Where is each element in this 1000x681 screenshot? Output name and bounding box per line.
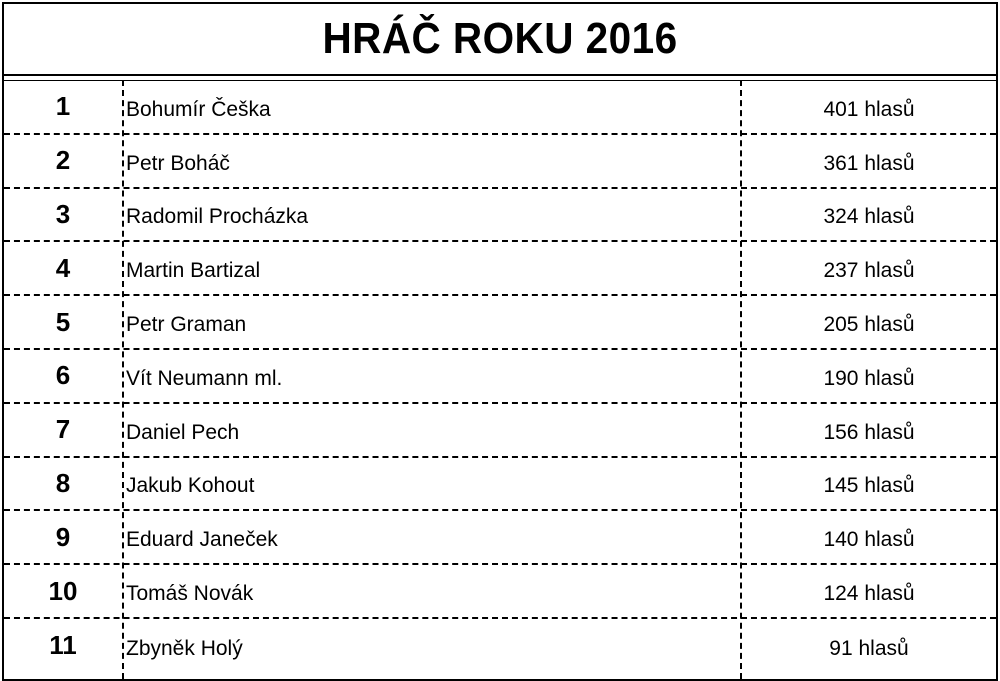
votes-cell: 145 hlasů bbox=[823, 474, 915, 498]
player-name-cell: Zbyněk Holý bbox=[126, 636, 243, 660]
player-name-cell: Petr Graman bbox=[126, 313, 247, 337]
votes-cell: 124 hlasů bbox=[823, 582, 915, 606]
votes-cell: 361 hlasů bbox=[823, 151, 915, 175]
title-bar bbox=[4, 4, 996, 76]
table-row bbox=[4, 81, 996, 135]
table-row bbox=[4, 619, 996, 673]
table-row bbox=[4, 458, 996, 512]
table-row bbox=[4, 511, 996, 565]
rank-cell: 9 bbox=[55, 521, 71, 552]
table-body bbox=[4, 81, 996, 673]
rank-cell: 8 bbox=[55, 467, 71, 498]
rank-cell: 2 bbox=[55, 145, 71, 176]
rank-cell: 7 bbox=[55, 414, 71, 445]
table-row bbox=[4, 189, 996, 243]
player-name-cell: Bohumír Češka bbox=[126, 97, 271, 121]
table-row bbox=[4, 350, 996, 404]
player-name-cell: Jakub Kohout bbox=[126, 474, 255, 498]
rank-cell: 4 bbox=[55, 252, 71, 283]
player-name-cell: Martin Bartizal bbox=[126, 259, 261, 283]
rank-cell: 6 bbox=[55, 360, 71, 391]
player-name-cell: Petr Boháč bbox=[126, 151, 230, 175]
votes-cell: 401 hlasů bbox=[823, 97, 915, 121]
votes-cell: 91 hlasů bbox=[829, 636, 909, 660]
player-name-cell: Eduard Janeček bbox=[126, 528, 278, 552]
votes-cell: 190 hlasů bbox=[823, 366, 915, 390]
table-row bbox=[4, 135, 996, 189]
votes-cell: 205 hlasů bbox=[823, 313, 915, 337]
rank-cell: 5 bbox=[55, 306, 71, 337]
page-title: HRÁČ ROKU 2016 bbox=[322, 14, 678, 63]
votes-cell: 237 hlasů bbox=[823, 259, 915, 283]
player-name-cell: Daniel Pech bbox=[126, 420, 240, 444]
votes-cell: 324 hlasů bbox=[823, 205, 915, 229]
player-name-cell: Radomil Procházka bbox=[126, 205, 309, 229]
player-name-cell: Tomáš Novák bbox=[126, 582, 254, 606]
table-row bbox=[4, 565, 996, 619]
rank-cell: 1 bbox=[55, 91, 71, 122]
table-row bbox=[4, 404, 996, 458]
table-row bbox=[4, 242, 996, 296]
player-name-cell: Vít Neumann ml. bbox=[126, 366, 283, 390]
votes-cell: 140 hlasů bbox=[823, 528, 915, 552]
rank-cell: 3 bbox=[55, 198, 71, 229]
rank-cell: 11 bbox=[49, 630, 77, 661]
rank-cell: 10 bbox=[48, 575, 78, 606]
votes-cell: 156 hlasů bbox=[823, 420, 915, 444]
table-row bbox=[4, 296, 996, 350]
ranking-table bbox=[2, 2, 998, 681]
